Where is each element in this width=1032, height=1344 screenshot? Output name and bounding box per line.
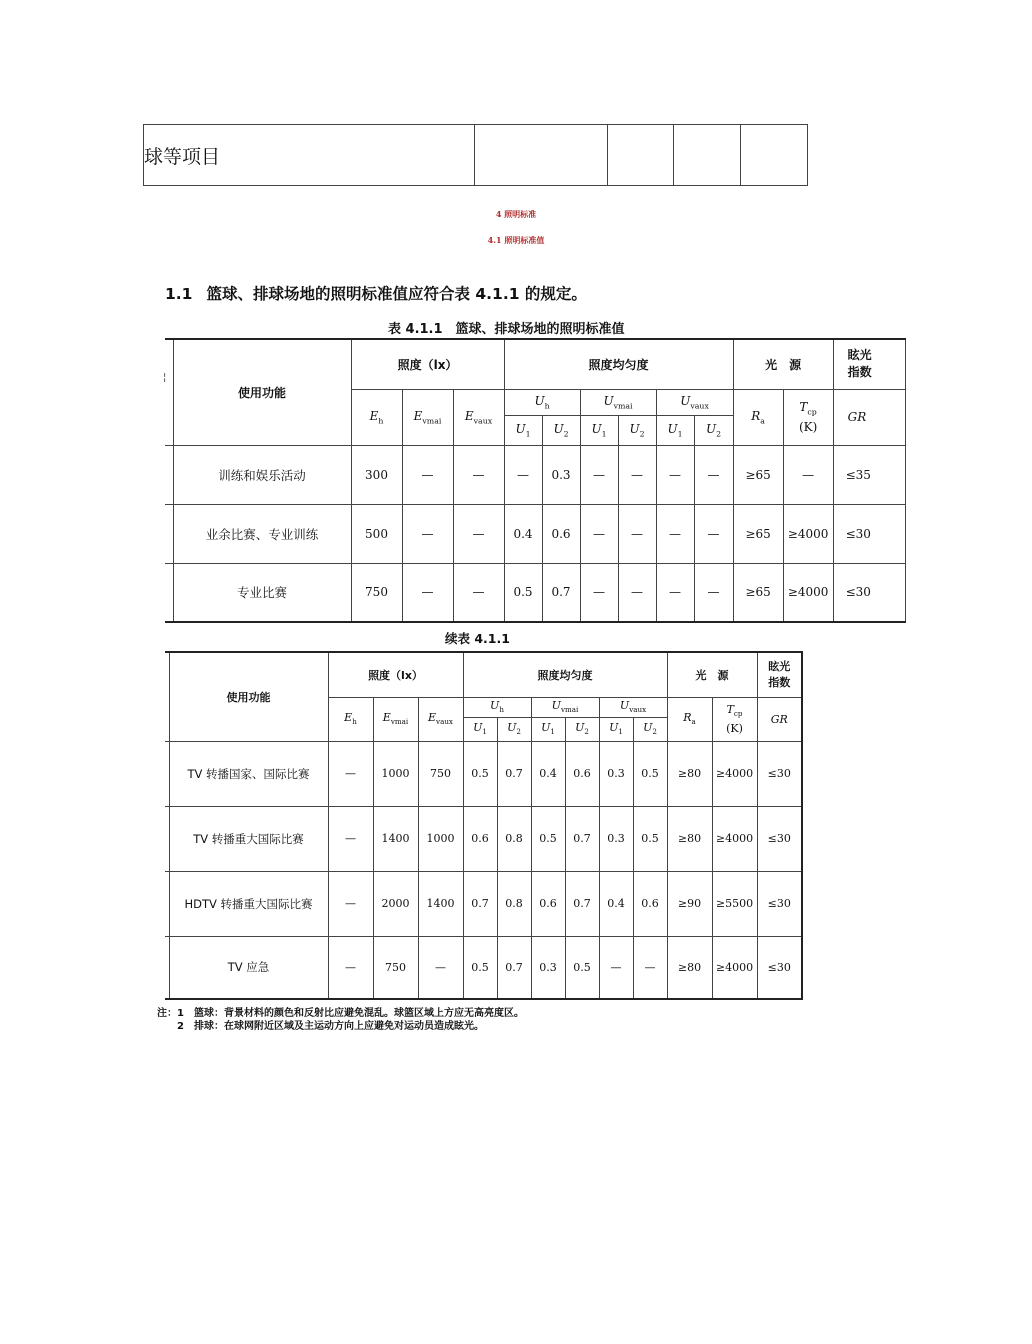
cell: — <box>580 563 618 622</box>
col-illuminance: 照度（lx） <box>351 339 504 389</box>
cell: — <box>418 936 463 999</box>
cell: 0.7 <box>463 871 497 936</box>
col-uh-u2: $U_2$ <box>497 717 531 741</box>
cell: ≤30 <box>757 936 802 999</box>
cell: ≤35 <box>833 445 905 504</box>
clause-number: 1.1 <box>165 285 193 303</box>
cell: — <box>453 563 504 622</box>
col-ra: $R_a$ <box>733 389 783 445</box>
col-function: 使用功能 <box>169 652 328 741</box>
col-glare <box>833 339 905 389</box>
cell: 0.5 <box>531 806 565 871</box>
cell: 0.3 <box>599 741 633 806</box>
cell: 0.3 <box>531 936 565 999</box>
cell: ≥4000 <box>712 741 757 806</box>
table-row <box>165 741 802 806</box>
cell: — <box>453 445 504 504</box>
cell: — <box>580 504 618 563</box>
col-uniformity: 照度均匀度 <box>463 652 667 697</box>
cell: 0.3 <box>599 806 633 871</box>
cell: ≥65 <box>733 563 783 622</box>
cell: ≥65 <box>733 504 783 563</box>
cell: 300 <box>351 445 402 504</box>
col-uniformity: 照度均匀度 <box>504 339 733 389</box>
cell: ≥65 <box>733 445 783 504</box>
cell: — <box>504 445 542 504</box>
header-row <box>165 652 802 697</box>
col-uh-u1: $U_1$ <box>463 717 497 741</box>
cell: ≥4000 <box>712 806 757 871</box>
table-row <box>165 504 905 563</box>
col-uh-u1: $U_1$ <box>504 415 542 445</box>
col-illuminance: 照度（lx） <box>328 652 463 697</box>
cell: — <box>402 504 453 563</box>
col-uvmai: $U_{vmai}$ <box>580 389 656 415</box>
cell: — <box>328 871 373 936</box>
cell: 0.6 <box>565 741 599 806</box>
fragment-cell: 球等项目 <box>144 125 475 186</box>
chapter-heading: 4 照明标准 <box>495 209 537 219</box>
col-light-source: 光 源 <box>733 339 833 389</box>
cell: 500 <box>351 504 402 563</box>
cell: — <box>618 504 656 563</box>
cell: — <box>328 806 373 871</box>
table-row <box>165 936 802 999</box>
cell: 0.5 <box>565 936 599 999</box>
cell: ≥4000 <box>783 504 833 563</box>
col-gr: GR <box>833 389 905 445</box>
cell: 1000 <box>373 741 418 806</box>
table-row <box>165 806 802 871</box>
col-eh: $E_h$ <box>351 389 402 445</box>
cell: ≥90 <box>667 871 712 936</box>
cell: 0.5 <box>633 741 667 806</box>
cell: 750 <box>418 741 463 806</box>
table1-container <box>163 338 872 624</box>
col-uvmai-u2: $U_2$ <box>565 717 599 741</box>
cell: — <box>402 445 453 504</box>
cell: — <box>618 445 656 504</box>
cell: 0.5 <box>504 563 542 622</box>
cell: 2000 <box>373 871 418 936</box>
cell: — <box>633 936 667 999</box>
cell: — <box>656 504 694 563</box>
empty-cell <box>674 125 741 186</box>
cell: ≥4000 <box>712 936 757 999</box>
cell: 0.4 <box>531 741 565 806</box>
margin-cell <box>165 504 173 563</box>
cell: 0.7 <box>565 806 599 871</box>
margin-cell <box>165 563 173 622</box>
col-uvmai-u1: $U_1$ <box>580 415 618 445</box>
table-row <box>144 125 808 186</box>
col-glare <box>757 652 802 697</box>
col-ra: $R_a$ <box>667 697 712 741</box>
col-evaux: $E_{vaux}$ <box>453 389 504 445</box>
empty-cell <box>741 125 808 186</box>
cell: 750 <box>373 936 418 999</box>
col-tcp: $T_{cp}$ (K) <box>712 697 757 741</box>
col-uvaux: $U_{vaux}$ <box>656 389 733 415</box>
col-light-source: 光 源 <box>667 652 757 697</box>
table1-caption: 表 4.1.1 篮球、排球场地的照明标准值 <box>388 322 625 337</box>
col-uvaux: $U_{vaux}$ <box>599 697 667 717</box>
glare-label: 眩光指数 <box>847 348 872 380</box>
cell: — <box>656 445 694 504</box>
col-uvmai-u2: $U_2$ <box>618 415 656 445</box>
row-function: TV 转播重大国际比赛 <box>169 806 328 871</box>
col-uh: $U_h$ <box>463 697 531 717</box>
col-gr: GR <box>757 697 802 741</box>
cell: ≤30 <box>757 806 802 871</box>
col-evaux: $E_{vaux}$ <box>418 697 463 741</box>
col-uvaux-u1: $U_1$ <box>656 415 694 445</box>
table1 <box>165 338 906 623</box>
table-row <box>165 563 905 622</box>
cell: 0.6 <box>531 871 565 936</box>
table2 <box>165 651 803 1000</box>
col-function: 使用功能 <box>173 339 351 445</box>
col-eh: $E_h$ <box>328 697 373 741</box>
table2-caption: 续表 4.1.1 <box>445 631 510 646</box>
row-function: 训练和娱乐活动 <box>173 445 351 504</box>
table-notes <box>157 1007 524 1033</box>
cell: 0.6 <box>633 871 667 936</box>
empty-cell <box>608 125 674 186</box>
cell: 1400 <box>418 871 463 936</box>
cell: 0.7 <box>542 563 580 622</box>
cell: — <box>453 504 504 563</box>
cell: 0.7 <box>497 741 531 806</box>
cell: 0.6 <box>463 806 497 871</box>
cell: 1000 <box>418 806 463 871</box>
col-evmai: $E_{vmai}$ <box>402 389 453 445</box>
cell: — <box>580 445 618 504</box>
col-uvaux-u2: $U_2$ <box>694 415 733 445</box>
col-tcp: $T_{cp}$ (K) <box>783 389 833 445</box>
cell: — <box>328 741 373 806</box>
cell: 1400 <box>373 806 418 871</box>
margin-cell <box>165 445 173 504</box>
cell: 0.5 <box>463 936 497 999</box>
row-function: 业余比赛、专业训练 <box>173 504 351 563</box>
margin-cell <box>165 339 173 445</box>
cell: ≤30 <box>833 504 905 563</box>
cell: — <box>328 936 373 999</box>
cell: — <box>694 504 733 563</box>
cell: ≥4000 <box>783 563 833 622</box>
row-function: TV 转播国家、国际比赛 <box>169 741 328 806</box>
glare-label: 眩光指数 <box>768 659 791 689</box>
row-function: TV 应急 <box>169 936 328 999</box>
clause-body: 篮球、排球场地的照明标准值应符合表 4.1.1 的规定。 <box>206 285 587 303</box>
cell: ≤30 <box>757 741 802 806</box>
section-heading: 4.1 照明标准值 <box>487 235 545 245</box>
row-function: 专业比赛 <box>173 563 351 622</box>
col-uvaux-u2: $U_2$ <box>633 717 667 741</box>
margin-mark: ¦ <box>163 372 167 383</box>
cell: 0.5 <box>463 741 497 806</box>
row-function: HDTV 转播重大国际比赛 <box>169 871 328 936</box>
cell: 0.7 <box>565 871 599 936</box>
col-uvmai: $U_{vmai}$ <box>531 697 599 717</box>
cell: ≥5500 <box>712 871 757 936</box>
cell: — <box>694 563 733 622</box>
cell: — <box>618 563 656 622</box>
cell: ≤30 <box>757 871 802 936</box>
cell: 0.8 <box>497 871 531 936</box>
note-line: 注：1 篮球：背景材料的颜色和反射比应避免混乱。球篮区域上方应无高亮度区。 <box>157 1008 524 1019</box>
cell: 0.6 <box>542 504 580 563</box>
cell: 0.7 <box>497 936 531 999</box>
cell: 0.4 <box>599 871 633 936</box>
cell: 0.5 <box>633 806 667 871</box>
cell: ≥80 <box>667 806 712 871</box>
cell: 0.8 <box>497 806 531 871</box>
cell: ≥80 <box>667 741 712 806</box>
cell: — <box>694 445 733 504</box>
header-row <box>165 339 905 389</box>
col-uh: $U_h$ <box>504 389 580 415</box>
clause-text <box>165 282 587 304</box>
cell: ≤30 <box>833 563 905 622</box>
cell: — <box>402 563 453 622</box>
table-row <box>165 871 802 936</box>
previous-table-fragment <box>143 124 808 186</box>
cell: 750 <box>351 563 402 622</box>
col-uvaux-u1: $U_1$ <box>599 717 633 741</box>
cell: — <box>656 563 694 622</box>
cell: 0.4 <box>504 504 542 563</box>
note-line: 2 排球：在球网附近区域及主运动方向上应避免对运动员造成眩光。 <box>157 1021 484 1032</box>
col-uvmai-u1: $U_1$ <box>531 717 565 741</box>
col-uh-u2: $U_2$ <box>542 415 580 445</box>
table-row <box>165 445 905 504</box>
cell: — <box>599 936 633 999</box>
cell: 0.3 <box>542 445 580 504</box>
cell: ≥80 <box>667 936 712 999</box>
cell: — <box>783 445 833 504</box>
empty-cell <box>475 125 608 186</box>
col-evmai: $E_{vmai}$ <box>373 697 418 741</box>
